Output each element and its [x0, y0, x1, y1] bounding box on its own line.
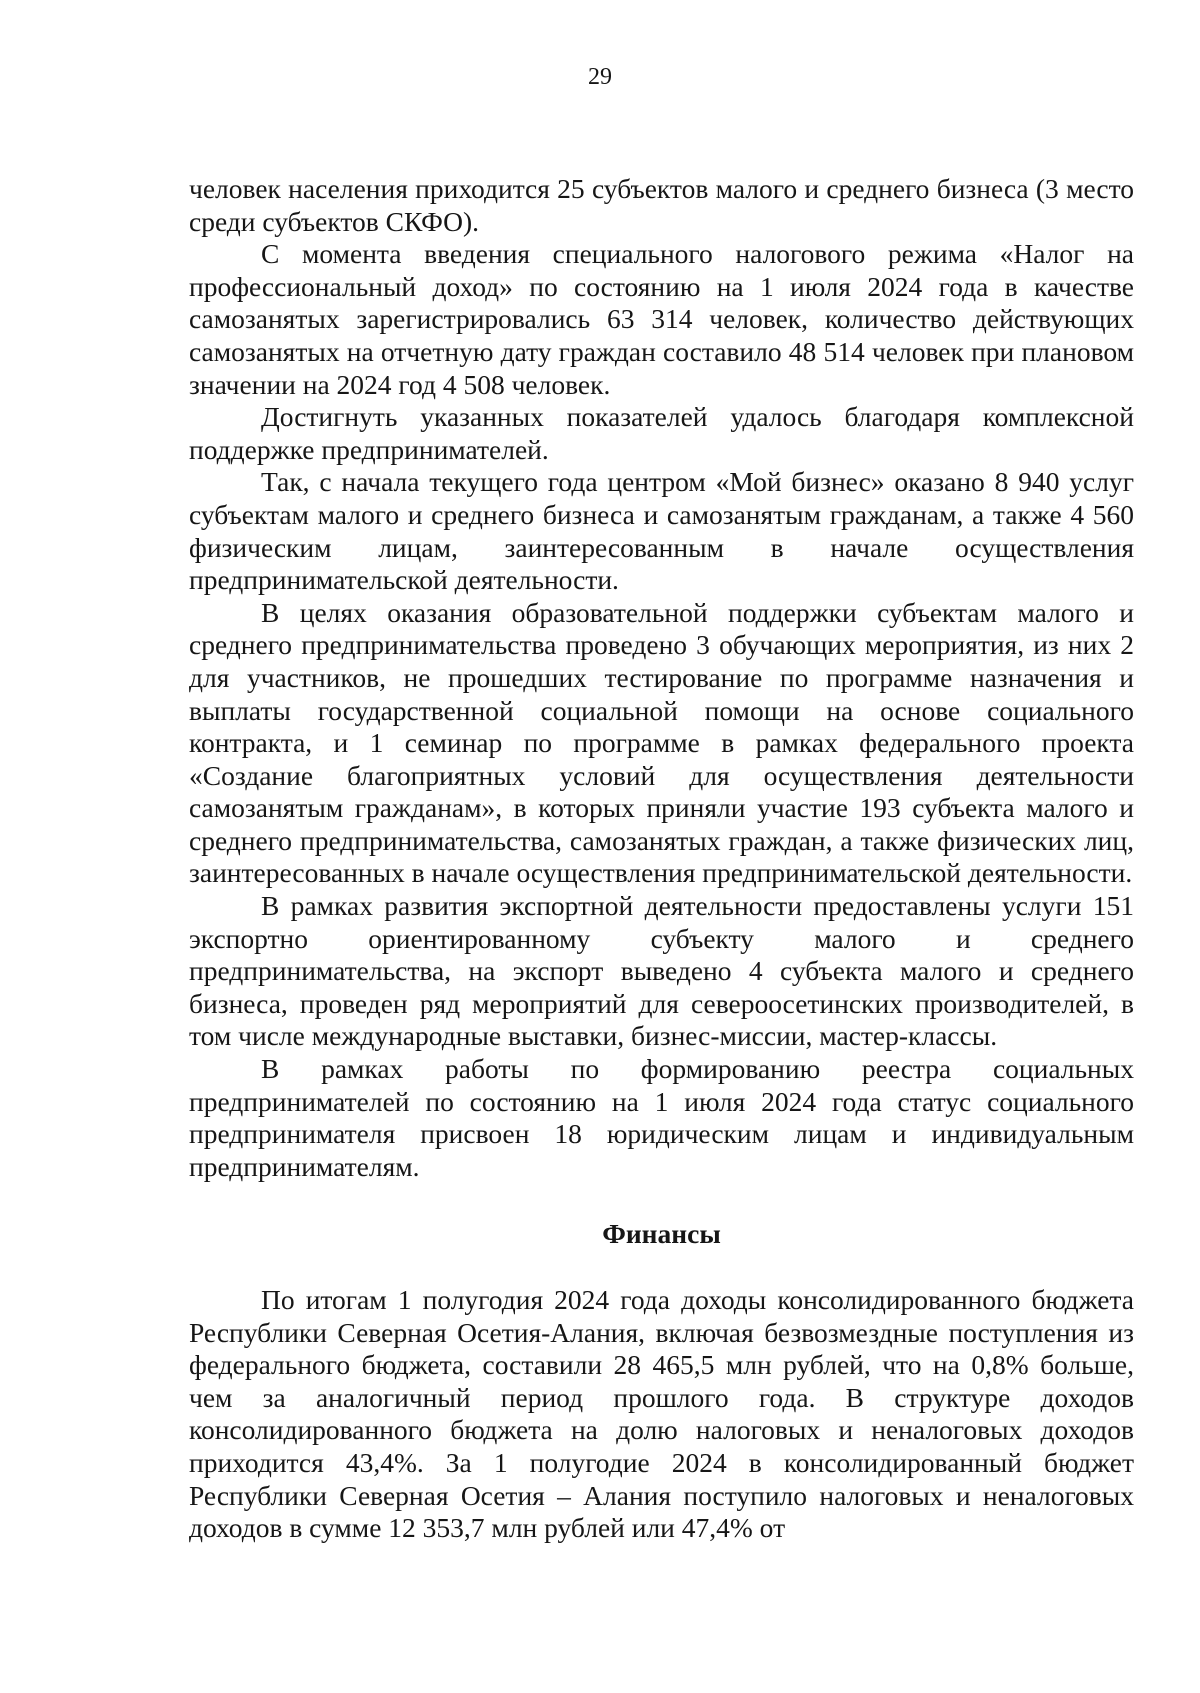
paragraph-export: В рамках развития экспортной деятельности предоставлены услуги 151 экспортно ориентированному субъекту малого и среднего предпринимательства, на экспорт выведено 4 субъекта малого и среднего бизнеса, проведен ряд мероприятий для североосетинских производителей, в том числе международные выставки, бизнес-миссии, мастер-классы. [189, 890, 1134, 1052]
paragraph-support: Достигнуть указанных показателей удалось благодаря комплексной поддержке предпринимателей. [189, 401, 1134, 465]
paragraph-continuation: человек населения приходится 25 субъектов малого и среднего бизнеса (3 место среди субъектов СКФО). [189, 173, 1134, 237]
document-body [189, 173, 1134, 1545]
section-heading-finance: Финансы [602, 1218, 721, 1250]
paragraph-my-business: Так, с начала текущего года центром «Мой бизнес» оказано 8 940 услуг субъектам малого и среднего бизнеса и самозанятым гражданам, а также 4 560 физическим лицам, заинтересованным в начале осуществления предпринимательской деятельности. [189, 466, 1134, 596]
paragraph-social-entrepreneurs: В рамках работы по формированию реестра социальных предпринимателей по состоянию на 1 июля 2024 года статус социального предпринимателя присвоен 18 юридическим лицам и индивидуальным предпринимателям. [189, 1053, 1134, 1182]
paragraph-finance: По итогам 1 полугодия 2024 года доходы консолидированного бюджета Республики Северная Осетия-Алания, включая безвозмездные поступления из федерального бюджета, составили 28 465,5 млн рублей, что на 0,8% больше, чем за аналогичный период прошлого года. В структуре доходов консолидированного бюджета на долю налоговых и неналоговых доходов приходится 43,4%. За 1 полугодие 2024 в консолидированный бюджет Республики Северная Осетия – Алания поступило налоговых и неналоговых доходов в сумме 12 353,7 млн рублей или 47,4% от [189, 1284, 1134, 1544]
paragraph-education: В целях оказания образовательной поддержки субъектам малого и среднего предпринимательства проведено 3 обучающих мероприятия, из них 2 для участников, не прошедших тестирование по программе назначения и выплаты государственной социальной помощи на основе социального контракта, и 1 семинар по программе в рамках федерального проекта «Создание благоприятных условий для осуществления деятельности самозанятым гражданам», в которых приняли участие 193 субъекта малого и среднего предпринимательства, самозанятых граждан, а также физических лиц, заинтересованных в начале осуществления предпринимательской деятельности. [189, 596, 1134, 889]
page-number: 29 [588, 64, 612, 90]
paragraph-self-employed: С момента введения специального налогового режима «Налог на профессиональный доход» по состоянию на 1 июля 2024 года в качестве самозанятых зарегистрировались 63 314 человек, количество действующих самозанятых на отчетную дату граждан составило 48 514 человек при плановом значении на 2024 год 4 508 человек. [189, 238, 1134, 400]
